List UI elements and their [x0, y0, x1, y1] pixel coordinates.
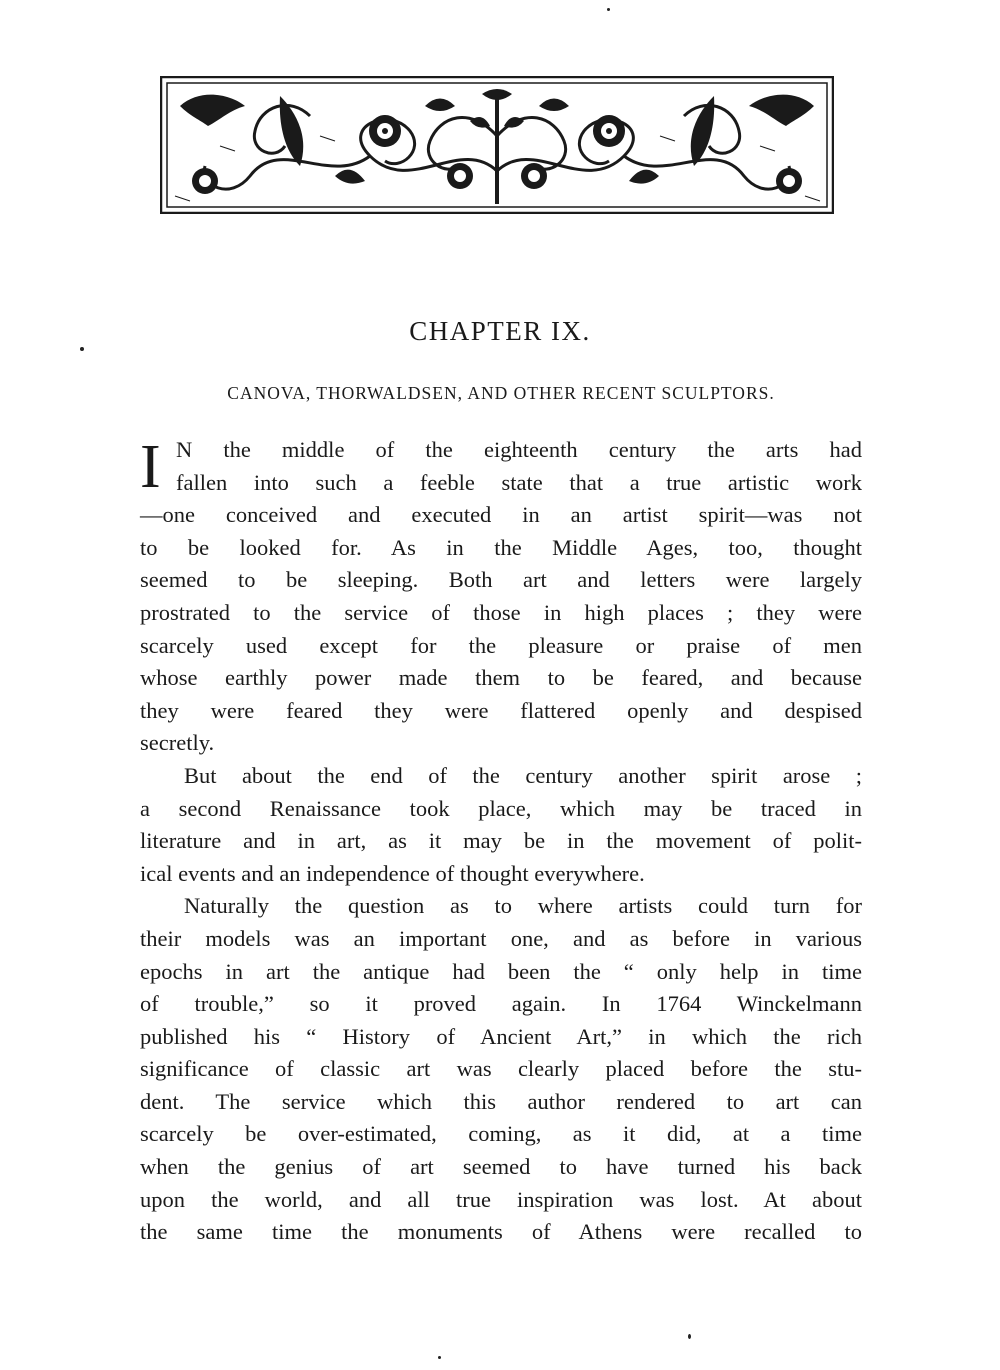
text-line: whose earthly power made them to be feared, and because [140, 665, 862, 691]
paragraph-2 [140, 760, 862, 890]
text-line: literature and in art, as it may be in the movement of polit- [140, 828, 862, 854]
text-line: Naturally the question as to where artists could turn for [184, 893, 862, 919]
text-line: scarcely be over-estimated, coming, as it did, at a time [140, 1121, 862, 1147]
paragraph-3 [140, 890, 862, 1249]
chapter-subtitle: CANOVA, THORWALDSEN, AND OTHER RECENT SCULPTORS. [227, 383, 775, 403]
text-line: seemed to be sleeping. Both art and letters were largely [140, 567, 862, 593]
text-line: epochs in art the antique had been the “ only help in time [140, 958, 862, 984]
paragraph-1 [140, 434, 862, 760]
chapter-title: CHAPTER IX. [409, 316, 591, 346]
text-line: upon the world, and all true inspiration was lost. At about [140, 1186, 862, 1212]
text-line: when the genius of art seemed to have turned his back [140, 1154, 862, 1180]
text-line: prostrated to the service of those in high places ; they were [140, 599, 862, 625]
text-line: the same time the monuments of Athens were recalled to [140, 1219, 862, 1245]
body-text [140, 434, 862, 1249]
text-line: dent. The service which this author rendered to art can [140, 1088, 862, 1114]
text-line: their models was an important one, and as before in various [140, 925, 862, 951]
ink-speck [607, 8, 610, 11]
drop-cap: I [140, 433, 161, 501]
ink-speck [80, 347, 84, 351]
text-line: But about the end of the century another spirit arose ; [184, 762, 862, 788]
text-line: ical events and an independence of thought everywhere. [140, 860, 645, 886]
text-line: significance of classic art was clearly placed before the stu- [140, 1056, 862, 1082]
text-line: N the middle of the eighteenth century the arts had [176, 437, 862, 462]
text-line: —one conceived and executed in an artist spirit—was not [140, 502, 862, 528]
text-line: scarcely used except for the pleasure or praise of men [140, 632, 862, 658]
text-line: fallen into such a feeble state that a true artistic work [176, 469, 862, 495]
text-line: a second Renaissance took place, which may be traced in [140, 795, 862, 821]
ink-speck [688, 1334, 691, 1339]
text-line: to be looked for. As in the Middle Ages, too, thought [140, 534, 862, 560]
ink-speck [438, 1356, 441, 1359]
text-line: secretly. [140, 730, 215, 756]
text-line: they were feared they were flattered openly and despised [140, 697, 862, 723]
text-line: published his “ History of Ancient Art,” in which the rich [140, 1023, 862, 1049]
text-line: of trouble,” so it proved again. In 1764 Winckelmann [140, 991, 862, 1017]
ornamental-headpiece-icon [160, 76, 834, 214]
